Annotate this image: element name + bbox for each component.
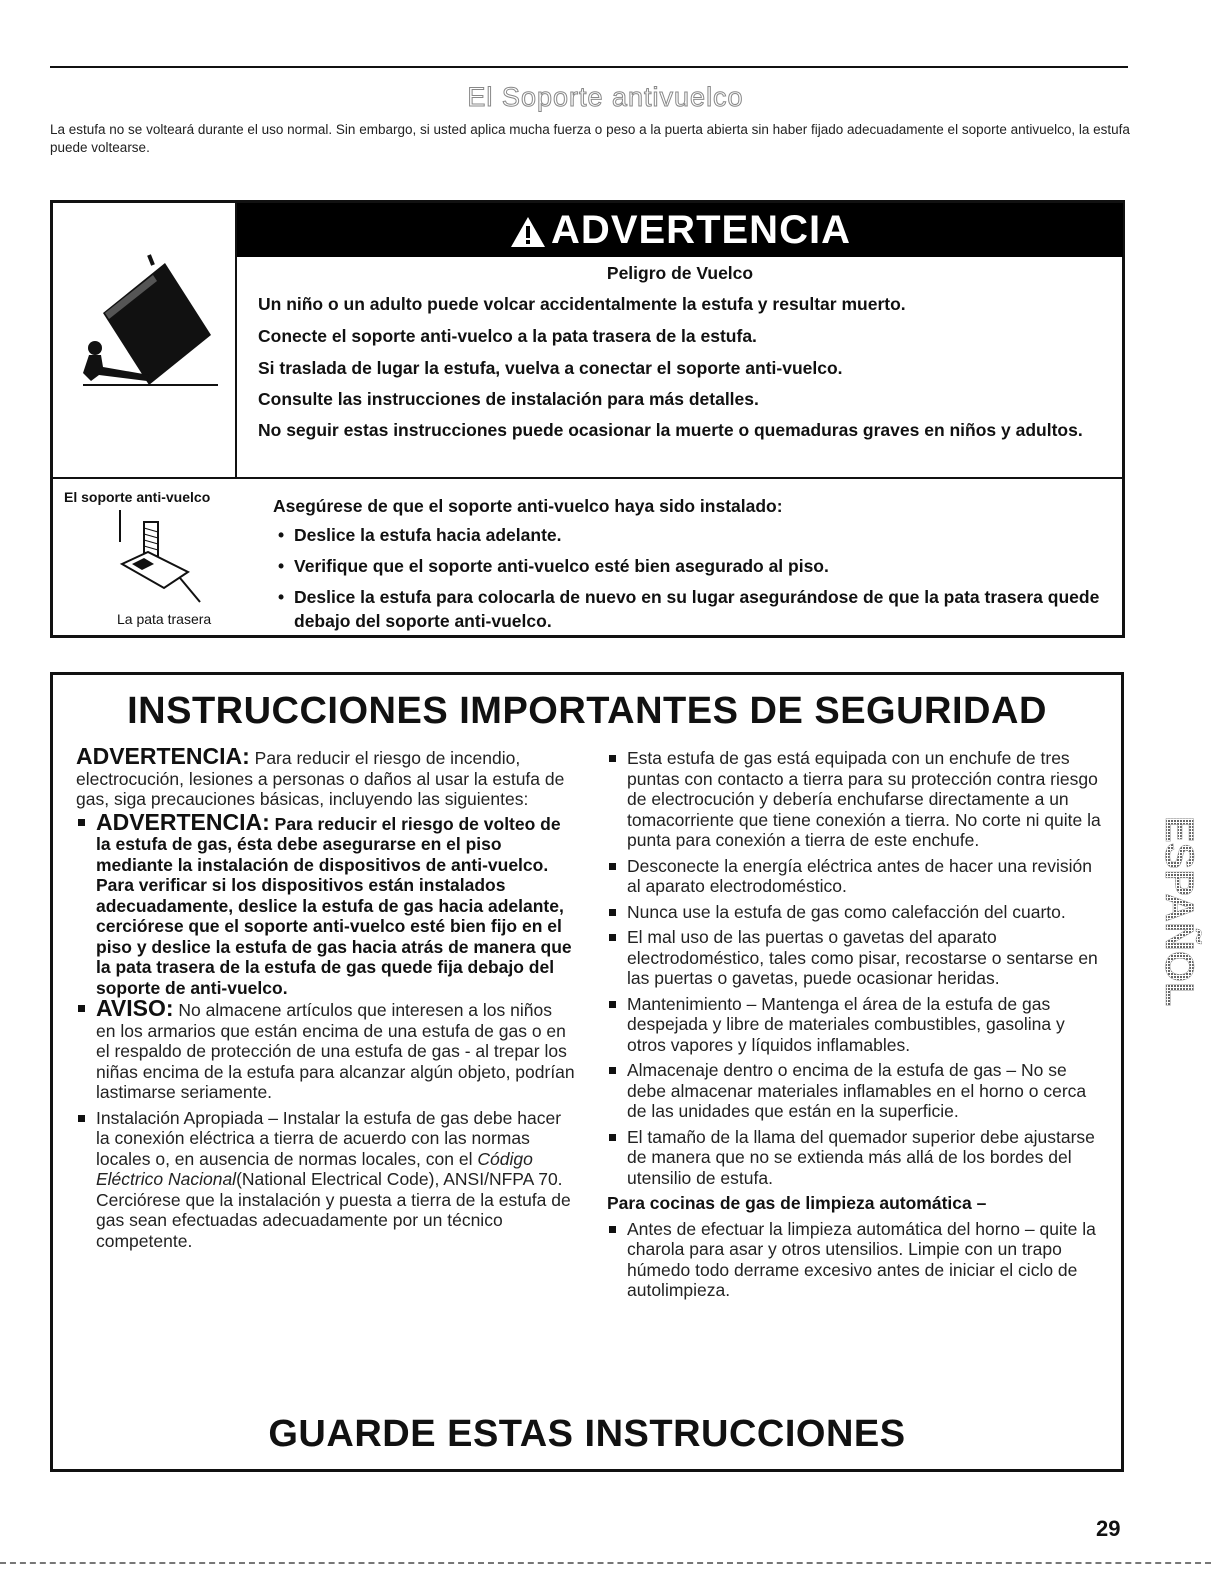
bottom-dashed-rule [0,1562,1211,1564]
list-item: Nunca use la estufa de gas como calefacción del cuarto. [607,902,1102,923]
top-rule [50,66,1128,68]
item-text: No almacene artículos que interesen a los niños en los armarios que están encima de una estufa de gas o en el respaldo de protección de una estufa de gas - al trepar los niñas encima de la estufa para alcanzar algún objeto, podrían lastimarse seriamente. [96,1000,575,1102]
warning-subtitle: Peligro de Vuelco [606,263,754,283]
list-item: Almacenaje dentro o encima de la estufa de gas – No se debe almacenar materiales inflamables en el horno o cerca de las unidades que están en la superficie. [607,1060,1102,1122]
section-title: El Soporte antivuelco [467,82,744,112]
safety-right-column [607,748,1102,1301]
tip-over-illustration-cell [53,203,237,477]
tip-over-hazard-icon [53,203,235,477]
warning-line-4: Consulte las instrucciones de instalación para más detalles. [258,389,759,409]
list-item: Mantenimiento – Mantenga el área de la estufa de gas despejada y libre de materiales combustibles, gasolina y otros vapores y líquidos inflamables. [607,994,1102,1056]
item-label: ADVERTENCIA: [96,808,270,835]
list-item: El mal uso de las puertas o gavetas del aparato electrodoméstico, tales como pisar, recostarse o sentarse en las puertas o gavetas, puede ocasionar heridas. [607,927,1102,989]
language-side-tab [1146,812,1201,1074]
warning-line-1: Un niño o un adulto puede volcar accidentalmente la estufa y resultar muerto. [258,294,906,314]
warning-line-3: Si traslada de lugar la estufa, vuelva a conectar el soporte anti-vuelco. [258,358,843,378]
list-item [76,995,576,1103]
warning-header [237,203,1123,257]
anti-tip-bracket-icon [108,508,208,608]
save-instructions-title: GUARDE ESTAS INSTRUCCIONES [268,1413,906,1455]
warning-line-2: Conecte el soporte anti-vuelco a la pata trasera de la estufa. [258,326,757,346]
item-text: Para reducir el riesgo de volteo de la estufa de gas, ésta debe asegurarse en el piso mediante la instalación de dispositivos de anti-vuelco. Para verificar si los dispositivos están instalados adecuadamente, deslice la estufa de gas hacia adelante, cerciórese que el soporte anti-vuelco esté bien fijo en el piso y deslice la estufa de gas hacia atrás de manera que la pata trasera de la estufa de gas quede fija debajo del soporte de anti-vuelco. [96,813,572,998]
side-tab-label: ESPAÑOL [1157,816,1201,1007]
warning-triangle-icon [509,215,547,249]
warning-divider [53,477,1123,479]
item-text: (National Electrical Code), ANSI/NFPA 70. Cerciórese que la instalación y puesta a tierra de la estufa de gas sean efectuadas adecuadamente por un técnico competente. [96,1169,571,1251]
warning-line-5: No seguir estas instrucciones puede ocasionar la muerte o quemaduras graves en niños y adultos. [258,420,1083,440]
list-item: El tamaño de la llama del quemador superior debe ajustarse de manera que no se extienda más allá de los bordes del utensilio de estufa. [607,1127,1102,1189]
check-list [278,523,1108,633]
safety-left-column [76,743,576,1251]
check-item: • Deslice la estufa hacia adelante. [278,523,1108,547]
self-clean-heading: Para cocinas de gas de limpieza automática – [607,1193,987,1213]
check-item: • Verifique que el soporte anti-vuelco esté bien asegurado al piso. [278,554,1108,578]
check-title: Asegúrese de que el soporte anti-vuelco haya sido instalado: [273,496,783,516]
list-item: Desconecte la energía eléctrica antes de hacer una revisión al aparato electrodoméstico. [607,856,1102,897]
page-number: 29 [1096,1516,1121,1541]
safety-title: INSTRUCCIONES IMPORTANTES DE SEGURIDAD [127,690,1047,732]
right-bullet-list [607,748,1102,1188]
list-item [76,808,576,999]
item-label: AVISO: [96,995,174,1021]
leg-label: La pata trasera [117,611,212,627]
item-italic-text: Código Eléctrico Nacional [96,1148,533,1189]
bracket-label: El soporte anti-vuelco [64,489,211,505]
intro-warning-label: ADVERTENCIA: [76,743,250,769]
intro-paragraph: La estufa no se volteará durante el uso normal. Sin embargo, si usted aplica mucha fuerza o peso a la puerta abierta sin haber fijado adecuadamente el soporte antivuelco, la estufa puede voltearse. [50,122,1130,155]
list-item: Esta estufa de gas está equipada con un enchufe de tres puntas con contacto a tierra para su protección contra riesgo de electrocución y debería enchufarse directamente a un tomacorriente que tiene conexión a tierra. No corte ni quite la punta para conexión a tierra de este enchufe. [607,748,1102,851]
item-text: Instalación Apropiada – Instalar la estufa de gas debe hacer la conexión eléctrica a tierra de acuerdo con las normas locales o, en ausencia de normas locales, con el [96,1107,562,1169]
intro-warning-text: Para reducir el riesgo de incendio, electrocución, lesiones a personas o daños al usar la estufa de gas, siga precauciones básicas, incluyendo las siguientes: [76,748,565,809]
check-item: • Deslice la estufa para colocarla de nuevo en su lugar asegurándose de que la pata trasera quede debajo del soporte anti-vuelco. [278,585,1108,633]
list-item: Antes de efectuar la limpieza automática del horno – quite la charola para asar y otros utensilios. Limpie con un trapo húmedo todo derrame excesivo antes de iniciar el ciclo de autolimpieza. [607,1219,1102,1301]
self-clean-list [607,1219,1102,1301]
left-bullet-list [76,808,576,1252]
list-item [76,1108,576,1252]
warning-header-label: ADVERTENCIA [551,208,851,252]
